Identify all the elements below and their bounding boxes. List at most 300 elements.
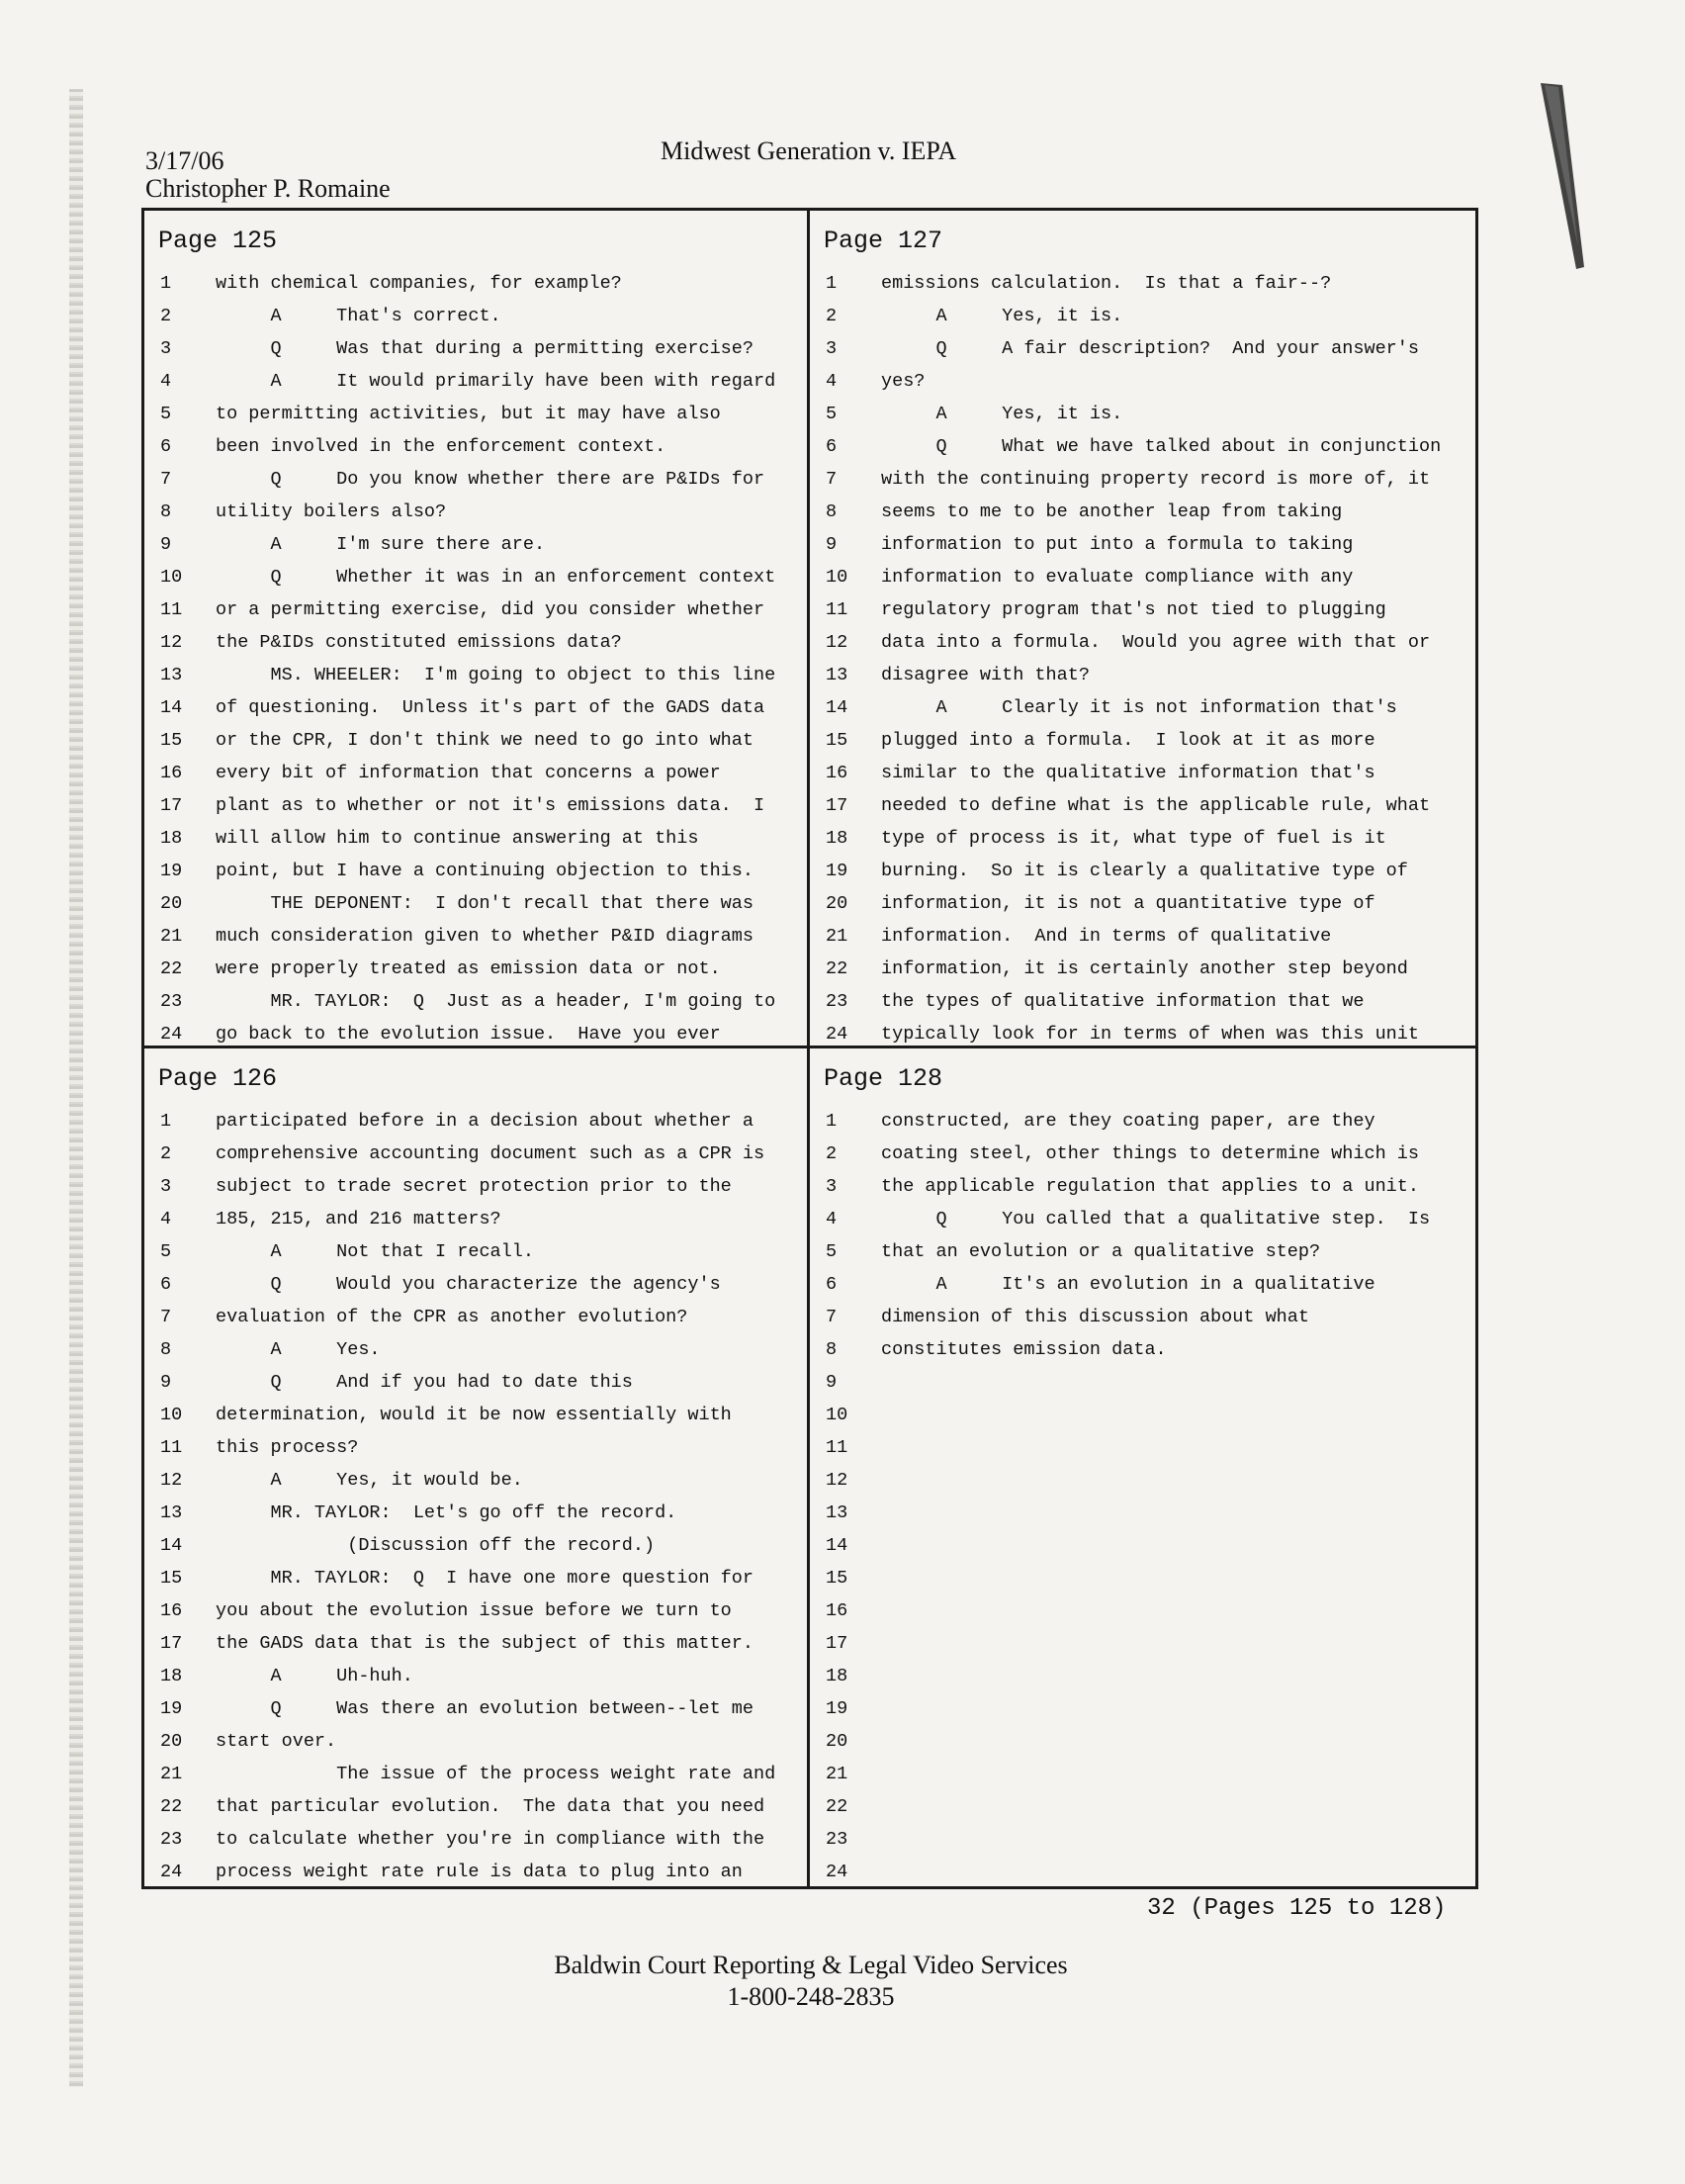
line-number: 11 (826, 1437, 848, 1458)
header-case-title: Midwest Generation v. IEPA (661, 136, 957, 165)
scan-edge-artifact (69, 89, 83, 2087)
line-text: dimension of this discussion about what (881, 1307, 1309, 1327)
line-number: 12 (826, 1470, 848, 1491)
transcript-line (820, 1529, 1465, 1562)
line-number: 20 (826, 1731, 848, 1752)
line-text: plant as to whether or not it's emissions data. I (216, 795, 765, 816)
transcript-line (820, 463, 1465, 496)
line-text: go back to the evolution issue. Have you ever (216, 1024, 721, 1045)
line-number: 7 (160, 1307, 172, 1327)
transcript-line (154, 626, 797, 659)
transcript-line (154, 953, 797, 985)
transcript-line (154, 887, 797, 920)
line-text: evaluation of the CPR as another evolution? (216, 1307, 688, 1327)
transcript-line (820, 332, 1465, 365)
transcript-line (154, 985, 797, 1018)
line-text: Q Was there an evolution between--let me (216, 1698, 754, 1719)
line-text: typically look for in terms of when was this unit (881, 1024, 1419, 1045)
transcript-line (820, 593, 1465, 626)
line-number: 3 (160, 338, 172, 359)
line-text: comprehensive accounting document such as a CPR is (216, 1143, 765, 1164)
transcript-line (820, 1594, 1465, 1627)
line-number: 24 (826, 1024, 848, 1045)
line-text: that an evolution or a qualitative step? (881, 1241, 1321, 1262)
line-text: plugged into a formula. I look at it as more (881, 730, 1375, 751)
page-label: Page 125 (158, 227, 278, 255)
transcript-line (154, 1725, 797, 1758)
transcript-line (820, 1268, 1465, 1301)
line-text (859, 1790, 881, 1823)
line-number: 13 (160, 1502, 183, 1523)
line-text: information, it is not a quantitative type of (881, 893, 1375, 914)
line-number: 23 (160, 1829, 183, 1850)
line-number: 4 (160, 371, 172, 392)
transcript-page-126 (144, 1048, 810, 1886)
line-text: disagree with that? (881, 665, 1090, 685)
footer-company: Baldwin Court Reporting & Legal Video Services (554, 1951, 1068, 1979)
line-text: similar to the qualitative information that's (881, 763, 1375, 783)
line-text (859, 1399, 881, 1431)
line-number: 9 (160, 1372, 172, 1393)
transcript-line (154, 1627, 797, 1660)
line-text: type of process is it, what type of fuel is it (881, 828, 1386, 849)
transcript-line (154, 1018, 797, 1048)
line-number: 13 (160, 665, 183, 685)
line-text: Q Do you know whether there are P&IDs for (216, 469, 765, 490)
transcript-line (154, 1268, 797, 1301)
line-text: will allow him to continue answering at this (216, 828, 699, 849)
line-text (859, 1823, 881, 1856)
line-text: A It would primarily have been with regard (216, 371, 776, 392)
transcript-line (154, 1138, 797, 1170)
transcript-line (820, 1333, 1465, 1366)
page-label: Page 126 (158, 1064, 278, 1093)
line-number: 6 (160, 1274, 172, 1295)
page-label: Page 128 (824, 1064, 943, 1093)
transcript-line (154, 267, 797, 300)
transcript-line (154, 365, 797, 398)
line-text: A That's correct. (216, 306, 501, 326)
line-number: 10 (826, 1405, 848, 1425)
footer-phone: 1-800-248-2835 (727, 1982, 895, 2011)
line-number: 22 (826, 1796, 848, 1817)
line-number: 11 (160, 599, 183, 620)
line-text: emissions calculation. Is that a fair--? (881, 273, 1332, 294)
transcript-line (154, 822, 797, 855)
line-number: 3 (826, 338, 838, 359)
line-number: 1 (826, 1111, 838, 1132)
transcript-line (820, 528, 1465, 561)
line-number: 24 (160, 1024, 183, 1045)
line-text (859, 1366, 881, 1399)
line-text: A Yes, it is. (881, 306, 1123, 326)
transcript-line (154, 1105, 797, 1138)
transcript-line (820, 1790, 1465, 1823)
transcript-page-127 (810, 211, 1475, 1048)
line-number: 11 (160, 1437, 183, 1458)
line-text: point, but I have a continuing objection to this. (216, 861, 754, 881)
line-number: 24 (826, 1862, 848, 1882)
line-number: 4 (826, 1209, 838, 1229)
line-text: to permitting activities, but it may have also (216, 404, 721, 424)
line-number: 22 (826, 958, 848, 979)
line-text (859, 1660, 881, 1692)
line-text: the applicable regulation that applies to a unit. (881, 1176, 1419, 1197)
line-number: 17 (160, 1633, 183, 1654)
line-text (859, 1594, 881, 1627)
line-text: subject to trade secret protection prior to the (216, 1176, 732, 1197)
line-number: 16 (826, 763, 848, 783)
transcript-line (820, 1431, 1465, 1464)
transcript-line (154, 1758, 797, 1790)
transcript-line (154, 398, 797, 430)
line-text: coating steel, other things to determine which is (881, 1143, 1419, 1164)
line-number: 6 (160, 436, 172, 457)
transcript-line (154, 1431, 797, 1464)
line-number: 12 (160, 1470, 183, 1491)
line-text: constitutes emission data. (881, 1339, 1167, 1360)
transcript-line (820, 1105, 1465, 1138)
transcript-line (154, 1203, 797, 1235)
line-text: (Discussion off the record.) (216, 1535, 656, 1556)
line-list (820, 1105, 1465, 1886)
transcript-line (154, 1497, 797, 1529)
transcript-line (154, 1366, 797, 1399)
line-text: been involved in the enforcement context. (216, 436, 666, 457)
transcript-line (154, 430, 797, 463)
line-number: 17 (826, 795, 848, 816)
line-text: constructed, are they coating paper, are they (881, 1111, 1375, 1132)
transcript-line (820, 887, 1465, 920)
line-number: 23 (826, 1829, 848, 1850)
line-text: Q You called that a qualitative step. Is (881, 1209, 1431, 1229)
line-number: 20 (826, 893, 848, 914)
line-text: process weight rate rule is data to plug into an (216, 1862, 743, 1882)
transcript-grid (141, 208, 1478, 1889)
line-number: 19 (826, 1698, 848, 1719)
line-number: 11 (826, 599, 848, 620)
line-text: the types of qualitative information that we (881, 991, 1365, 1012)
line-text (859, 1627, 881, 1660)
transcript-line (154, 1790, 797, 1823)
transcript-line (154, 1399, 797, 1431)
line-number: 9 (826, 534, 838, 555)
transcript-line (154, 659, 797, 691)
line-number: 12 (160, 632, 183, 653)
line-number: 5 (160, 1241, 172, 1262)
line-number: 9 (826, 1372, 838, 1393)
line-text: that particular evolution. The data that you need (216, 1796, 765, 1817)
line-text (859, 1562, 881, 1594)
line-text: data into a formula. Would you agree with that or (881, 632, 1431, 653)
transcript-line (820, 1856, 1465, 1886)
line-number: 1 (160, 273, 172, 294)
line-number: 13 (826, 665, 848, 685)
transcript-line (154, 1823, 797, 1856)
line-text: or the CPR, I don't think we need to go into what (216, 730, 754, 751)
line-number: 8 (826, 501, 838, 522)
line-text: participated before in a decision about whether a (216, 1111, 754, 1132)
line-number: 18 (160, 828, 183, 849)
line-text: MR. TAYLOR: Let's go off the record. (216, 1502, 677, 1523)
transcript-line (820, 1692, 1465, 1725)
line-number: 17 (160, 795, 183, 816)
line-text (859, 1464, 881, 1497)
line-list (154, 1105, 797, 1886)
transcript-line (154, 1660, 797, 1692)
line-number: 16 (160, 1600, 183, 1621)
line-list (820, 267, 1465, 1048)
line-text: start over. (216, 1731, 337, 1752)
line-number: 22 (160, 1796, 183, 1817)
line-text: with the continuing property record is more of, it (881, 469, 1431, 490)
line-number: 19 (826, 861, 848, 881)
transcript-line (154, 691, 797, 724)
transcript-line (154, 300, 797, 332)
transcript-line (154, 724, 797, 757)
line-number: 14 (160, 697, 183, 718)
transcript-line (820, 1235, 1465, 1268)
line-text: THE DEPONENT: I don't recall that there was (216, 893, 754, 914)
line-text: A Clearly it is not information that's (881, 697, 1397, 718)
transcript-line (820, 1464, 1465, 1497)
line-text: the P&IDs constituted emissions data? (216, 632, 622, 653)
line-number: 8 (826, 1339, 838, 1360)
transcript-line (154, 463, 797, 496)
line-number: 7 (826, 469, 838, 490)
line-number: 15 (160, 730, 183, 751)
line-number: 7 (160, 469, 172, 490)
line-text (859, 1431, 881, 1464)
line-text: needed to define what is the applicable rule, what (881, 795, 1431, 816)
transcript-line (154, 496, 797, 528)
transcript-line (820, 626, 1465, 659)
line-text: yes? (881, 371, 926, 392)
line-text: Q And if you had to date this (216, 1372, 633, 1393)
line-number: 21 (826, 926, 848, 947)
line-number: 21 (160, 1764, 183, 1784)
line-number: 15 (826, 1568, 848, 1589)
transcript-line (154, 855, 797, 887)
header-witness: Christopher P. Romaine (145, 174, 391, 203)
line-text: every bit of information that concerns a power (216, 763, 721, 783)
line-number: 6 (826, 1274, 838, 1295)
line-number: 9 (160, 534, 172, 555)
transcript-line (820, 1301, 1465, 1333)
line-number: 1 (160, 1111, 172, 1132)
line-text (859, 1758, 881, 1790)
transcript-page-128 (810, 1048, 1475, 1886)
line-number: 8 (160, 501, 172, 522)
line-number: 24 (160, 1862, 183, 1882)
transcript-line (154, 1301, 797, 1333)
transcript-line (154, 1235, 797, 1268)
transcript-line (154, 593, 797, 626)
line-text: Q Was that during a permitting exercise? (216, 338, 754, 359)
line-text: regulatory program that's not tied to plugging (881, 599, 1386, 620)
transcript-line (820, 1823, 1465, 1856)
line-number: 6 (826, 436, 838, 457)
line-text: burning. So it is clearly a qualitative type of (881, 861, 1408, 881)
line-text: or a permitting exercise, did you consider whether (216, 599, 765, 620)
transcript-line (820, 1725, 1465, 1758)
line-text: information to put into a formula to taking (881, 534, 1354, 555)
line-number: 5 (826, 1241, 838, 1262)
transcript-line (820, 1758, 1465, 1790)
page-label: Page 127 (824, 227, 943, 255)
transcript-line (154, 1594, 797, 1627)
transcript-line (820, 659, 1465, 691)
line-number: 22 (160, 958, 183, 979)
line-text: information, it is certainly another step beyond (881, 958, 1408, 979)
line-text: with chemical companies, for example? (216, 273, 622, 294)
line-text: seems to me to be another leap from taking (881, 501, 1343, 522)
line-number: 20 (160, 893, 183, 914)
transcript-line (154, 528, 797, 561)
line-number: 14 (826, 697, 848, 718)
line-number: 2 (160, 306, 172, 326)
page-range-summary: 32 (Pages 125 to 128) (1147, 1895, 1447, 1922)
transcript-line (820, 1497, 1465, 1529)
line-number: 10 (160, 567, 183, 588)
transcript-line (154, 561, 797, 593)
line-text: much consideration given to whether P&ID diagrams (216, 926, 754, 947)
line-number: 16 (826, 1600, 848, 1621)
line-text: Q What we have talked about in conjunction (881, 436, 1442, 457)
transcript-line (820, 365, 1465, 398)
line-number: 13 (826, 1502, 848, 1523)
line-number: 4 (160, 1209, 172, 1229)
line-number: 18 (826, 828, 848, 849)
line-number: 19 (160, 861, 183, 881)
transcript-line (820, 398, 1465, 430)
line-number: 23 (826, 991, 848, 1012)
line-number: 23 (160, 991, 183, 1012)
line-text (859, 1856, 881, 1886)
transcript-line (820, 1660, 1465, 1692)
line-number: 18 (160, 1666, 183, 1686)
line-number: 17 (826, 1633, 848, 1654)
transcript-line (820, 855, 1465, 887)
transcript-line (154, 332, 797, 365)
line-number: 7 (826, 1307, 838, 1327)
transcript-line (154, 1464, 797, 1497)
line-text: this process? (216, 1437, 359, 1458)
line-text: A Yes, it is. (881, 404, 1123, 424)
line-number: 21 (160, 926, 183, 947)
transcript-line (820, 691, 1465, 724)
pen-mark-icon (1533, 79, 1592, 277)
line-number: 20 (160, 1731, 183, 1752)
line-number: 16 (160, 763, 183, 783)
transcript-line (820, 1170, 1465, 1203)
line-number: 5 (826, 404, 838, 424)
transcript-line (820, 430, 1465, 463)
line-number: 15 (826, 730, 848, 751)
transcript-line (154, 1170, 797, 1203)
transcript-page-125 (144, 211, 810, 1048)
transcript-line (820, 757, 1465, 789)
transcript-line (154, 1562, 797, 1594)
line-text: determination, would it be now essentially with (216, 1405, 732, 1425)
line-text: the GADS data that is the subject of this matter. (216, 1633, 754, 1654)
line-text: utility boilers also? (216, 501, 447, 522)
transcript-line (154, 1856, 797, 1886)
line-number: 18 (826, 1666, 848, 1686)
line-number: 8 (160, 1339, 172, 1360)
transcript-line (154, 1692, 797, 1725)
transcript-line (820, 822, 1465, 855)
transcript-line (820, 1138, 1465, 1170)
transcript-line (820, 300, 1465, 332)
line-number: 15 (160, 1568, 183, 1589)
line-text: A Uh-huh. (216, 1666, 413, 1686)
line-text: 185, 215, and 216 matters? (216, 1209, 501, 1229)
transcript-line (820, 953, 1465, 985)
transcript-line (820, 561, 1465, 593)
transcript-line (154, 789, 797, 822)
line-number: 4 (826, 371, 838, 392)
line-number: 14 (826, 1535, 848, 1556)
transcript-line (154, 920, 797, 953)
transcript-line (820, 985, 1465, 1018)
line-list (154, 267, 797, 1048)
line-number: 14 (160, 1535, 183, 1556)
line-number: 2 (160, 1143, 172, 1164)
transcript-line (820, 920, 1465, 953)
line-text: to calculate whether you're in compliance with the (216, 1829, 765, 1850)
transcript-line (154, 1529, 797, 1562)
transcript-line (820, 724, 1465, 757)
transcript-line (820, 1203, 1465, 1235)
line-text: The issue of the process weight rate and (216, 1764, 776, 1784)
line-number: 2 (826, 1143, 838, 1164)
line-text: information. And in terms of qualitative (881, 926, 1332, 947)
line-text: A Not that I recall. (216, 1241, 534, 1262)
line-text: A It's an evolution in a qualitative (881, 1274, 1375, 1295)
line-number: 10 (160, 1405, 183, 1425)
line-text: of questioning. Unless it's part of the GADS data (216, 697, 765, 718)
line-number: 1 (826, 273, 838, 294)
transcript-line (820, 496, 1465, 528)
line-text: A Yes. (216, 1339, 381, 1360)
line-number: 21 (826, 1764, 848, 1784)
line-number: 3 (826, 1176, 838, 1197)
transcript-line (820, 1627, 1465, 1660)
line-text: you about the evolution issue before we turn to (216, 1600, 732, 1621)
transcript-line (820, 789, 1465, 822)
transcript-line (154, 757, 797, 789)
transcript-line (820, 1366, 1465, 1399)
line-number: 2 (826, 306, 838, 326)
line-text: Q A fair description? And your answer's (881, 338, 1419, 359)
line-text: were properly treated as emission data or not. (216, 958, 721, 979)
line-text (859, 1725, 881, 1758)
line-text (859, 1529, 881, 1562)
transcript-line (820, 267, 1465, 300)
line-text (859, 1692, 881, 1725)
line-text: Q Whether it was in an enforcement context (216, 567, 776, 588)
line-text (859, 1497, 881, 1529)
line-text: A I'm sure there are. (216, 534, 546, 555)
transcript-line (154, 1333, 797, 1366)
line-text: A Yes, it would be. (216, 1470, 523, 1491)
line-text: MR. TAYLOR: Q I have one more question for (216, 1568, 754, 1589)
line-text: MS. WHEELER: I'm going to object to this line (216, 665, 776, 685)
line-number: 19 (160, 1698, 183, 1719)
line-number: 5 (160, 404, 172, 424)
header-date: 3/17/06 (145, 146, 224, 175)
